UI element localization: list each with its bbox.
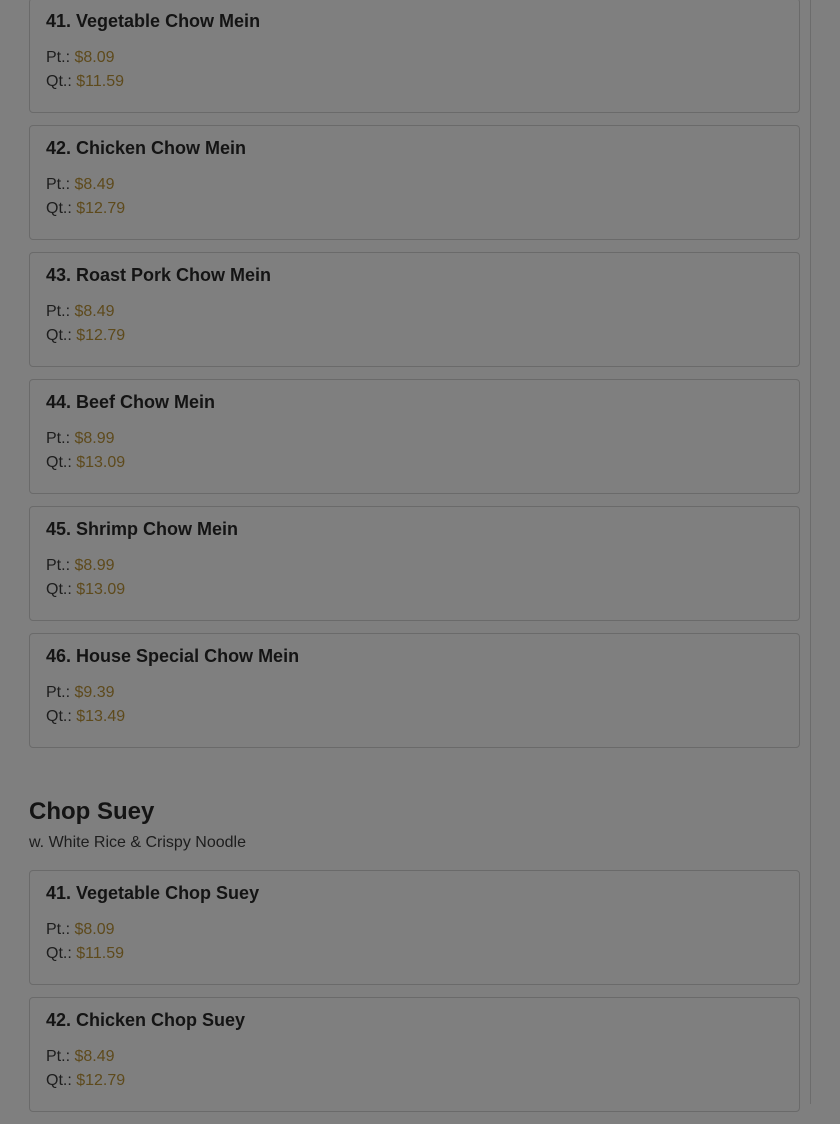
portion-price: $8.99 [74,430,115,447]
portion-price: $9.39 [74,684,115,701]
chop-suey-list [29,870,800,1112]
quart-price-label: Qt.: [46,73,72,90]
quart-price-label: Qt.: [46,327,72,344]
menu-item-card[interactable] [29,0,800,113]
portion-price: $8.49 [74,1048,115,1065]
portion-price: $8.49 [74,176,115,193]
menu-item-name: 46. House Special Chow Mein [46,646,300,666]
quart-price-label: Qt.: [46,945,72,962]
portion-price-label: Pt.: [46,921,71,938]
menu-item-card[interactable] [29,125,800,240]
quart-price: $12.79 [76,327,126,344]
section-header-chop-suey [29,760,800,870]
menu-item-card[interactable] [29,870,800,985]
portion-price-label: Pt.: [46,176,71,193]
portion-price-label: Pt.: [46,1048,71,1065]
quart-price-label: Qt.: [46,581,72,598]
portion-price-row [46,921,115,939]
portion-price-label: Pt.: [46,303,71,320]
portion-price-row [46,430,115,448]
menu-item-card[interactable] [29,252,800,367]
scrollbar[interactable] [810,0,840,1104]
menu-item-card[interactable] [29,997,800,1112]
portion-price-row [46,303,115,321]
quart-price: $12.79 [76,200,126,217]
menu-item-name: 42. Chicken Chop Suey [46,1010,246,1030]
portion-price-label: Pt.: [46,684,71,701]
menu-item-card[interactable] [29,379,800,494]
menu-item-name: 41. Vegetable Chop Suey [46,883,260,903]
quart-price-label: Qt.: [46,1072,72,1089]
quart-price-row [46,73,124,91]
portion-price: $8.09 [74,921,115,938]
menu-item-card[interactable] [29,633,800,748]
chow-mein-list [29,0,800,748]
section-subtitle: w. White Rice & Crispy Noodle [29,834,246,851]
quart-price: $11.59 [76,945,124,962]
portion-price: $8.99 [74,557,115,574]
portion-price-label: Pt.: [46,557,71,574]
quart-price: $13.09 [76,454,126,471]
quart-price-row [46,581,125,599]
quart-price-row [46,454,125,472]
portion-price-label: Pt.: [46,49,71,66]
portion-price: $8.09 [74,49,115,66]
portion-price-label: Pt.: [46,430,71,447]
portion-price-row [46,1048,115,1066]
section-title: Chop Suey [29,798,155,825]
portion-price: $8.49 [74,303,115,320]
quart-price-row [46,1072,125,1090]
menu-content [29,0,800,1124]
quart-price-label: Qt.: [46,454,72,471]
quart-price-row [46,945,124,963]
quart-price-row [46,708,125,726]
portion-price-row [46,49,115,67]
quart-price-label: Qt.: [46,708,72,725]
quart-price-row [46,200,125,218]
quart-price: $11.59 [76,73,124,90]
menu-item-name: 44. Beef Chow Mein [46,392,216,412]
portion-price-row [46,557,115,575]
menu-item-name: 41. Vegetable Chow Mein [46,11,261,31]
quart-price-label: Qt.: [46,200,72,217]
quart-price: $12.79 [76,1072,126,1089]
menu-item-name: 43. Roast Pork Chow Mein [46,265,272,285]
menu-item-card[interactable] [29,506,800,621]
quart-price: $13.49 [76,708,126,725]
quart-price-row [46,327,125,345]
portion-price-row [46,176,115,194]
quart-price: $13.09 [76,581,126,598]
menu-item-name: 45. Shrimp Chow Mein [46,519,239,539]
portion-price-row [46,684,115,702]
menu-item-name: 42. Chicken Chow Mein [46,138,247,158]
